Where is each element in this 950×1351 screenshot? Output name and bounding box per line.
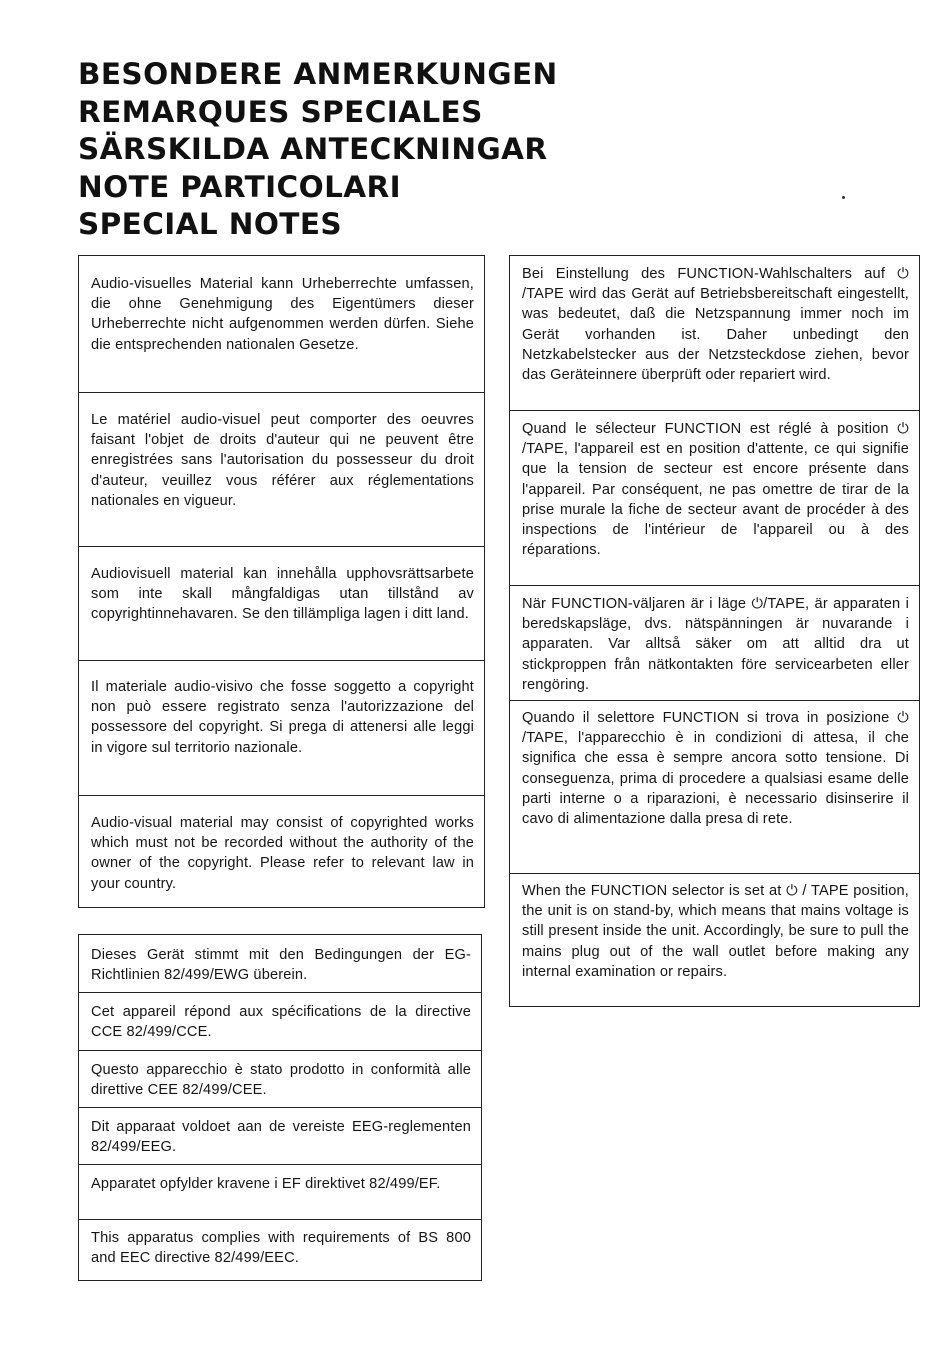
copyright-notes-box	[78, 255, 485, 908]
copyright-note-sv: Audiovisuell material kan innehålla upphovsrättsarbete som inte skall mångfaldigas utan tillstånd av copyrightinnehavaren. Se den tillämpliga lagen i ditt land.	[91, 566, 474, 623]
copyright-note-fr: Le matériel audio-visuel peut comporter des oeuvres faisant l'objet de droits d'auteur qui ne peuvent être enregistrées sans l'autorisation du possesseur du droit d'auteur, veuillez vous référer aux réglementations nationales en vigueur.	[91, 412, 474, 509]
heading-fr: REMARQUES SPECIALES	[78, 94, 483, 129]
directive-note-da: Apparatet opfylder kravene i EF direktivet 82/499/EF.	[91, 1176, 441, 1192]
separator	[79, 795, 484, 796]
directive-note-nl: Dit apparaat voldoet aan de vereiste EEG-reglementen 82/499/EEG.	[91, 1119, 471, 1156]
directive-note-fr: Cet appareil répond aux spécifications de la directive CCE 82/499/CCE.	[91, 1004, 471, 1041]
heading-it: NOTE PARTICOLARI	[78, 169, 401, 204]
speck-mark	[842, 196, 845, 199]
standby-note-fr: Quand le sélecteur FUNCTION est réglé à position ⏻ /TAPE, l'appareil est en position d'attente, ce qui signifie que la tension de secteur est encore présente dans l'appareil. Par conséquent, ne pas omettre de tirar de la prise murale la fiche de secteur avant de procéder à des inspections de l'intérieur de l'appareil ou à des réparations.	[522, 421, 909, 559]
standby-notes-box	[509, 255, 920, 1007]
separator	[79, 660, 484, 661]
separator	[79, 392, 484, 393]
directive-note-it: Questo apparecchio è stato prodotto in conformità alle direttive CEE 82/499/CEE.	[91, 1062, 471, 1099]
separator	[79, 546, 484, 547]
heading-block	[78, 56, 638, 244]
separator	[510, 410, 919, 411]
separator	[510, 700, 919, 701]
heading-sv: SÄRSKILDA ANTECKNINGAR	[78, 132, 548, 166]
separator	[79, 1219, 481, 1220]
standby-note-de: Bei Einstellung des FUNCTION-Wahlschalters auf ⏻ /TAPE wird das Gerät auf Betriebsbereitschaft eingestellt, was bedeutet, daß die Netzspannung immer noch im Gerät vorhanden ist. Daher unbedingt den Netzkabelstecker aus der Netzsteckdose ziehen, bevor das Geräteinnere überprüft oder repariert wird.	[522, 266, 909, 384]
separator	[79, 1050, 481, 1051]
separator	[510, 585, 919, 586]
separator	[79, 992, 481, 993]
heading-en: SPECIAL NOTES	[78, 207, 343, 241]
standby-note-it: Quando il selettore FUNCTION si trova in posizione ⏻ /TAPE, l'apparecchio è in condizioni di attesa, il che significa che essa è sempre ancora sotto tensione. Di conseguenza, prima di procedere a qualsiasi esame delle parti interne o a riparazioni, è necessario disinserire il cavo di alimentazione dalla presa di rete.	[522, 710, 909, 828]
standby-note-en: When the FUNCTION selector is set at ⏻ / TAPE position, the unit is on stand-by, which means that mains voltage is still present inside the unit. Accordingly, be sure to pull the mains plug out of the wall outlet before making any internal examination or repairs.	[522, 883, 909, 980]
separator	[79, 1107, 481, 1108]
separator	[79, 1164, 481, 1165]
directive-note-en: This apparatus complies with requirements of BS 800 and EEC directive 82/499/EEC.	[91, 1230, 471, 1267]
copyright-note-it: Il materiale audio-visivo che fosse soggetto a copyright non può essere registrato senza l'autorizzazione del possessore del copyright. Si prega di attenersi alle leggi in vigore sul territorio nazionale.	[91, 679, 474, 756]
heading-de: BESONDERE ANMERKUNGEN	[78, 57, 558, 91]
standby-note-sv: När FUNCTION-väljaren är i läge ⏻/TAPE, är apparaten i beredskapsläge, dvs. nätspänningen är nuvarande i apparaten. Var alltså säker om att alltid dra ut stickproppen från nätkontakten före servicearbeten eller rengöring.	[522, 596, 909, 693]
directive-note-de: Dieses Gerät stimmt mit den Bedingungen der EG-Richtlinien 82/499/EWG überein.	[91, 947, 471, 984]
copyright-note-en: Audio-visual material may consist of copyrighted works which must not be recorded without the authority of the owner of the copyright. Please refer to relevant law in your country.	[91, 815, 474, 892]
separator	[510, 873, 919, 874]
directive-notes-box	[78, 934, 482, 1281]
copyright-note-de: Audio-visuelles Material kann Urheberrechte umfassen, die ohne Genehmigung des Eigentümers dieser Urheberrechte nicht aufgenommen werden dürfen. Siehe die entsprechenden nationalen Gesetze.	[91, 276, 474, 353]
